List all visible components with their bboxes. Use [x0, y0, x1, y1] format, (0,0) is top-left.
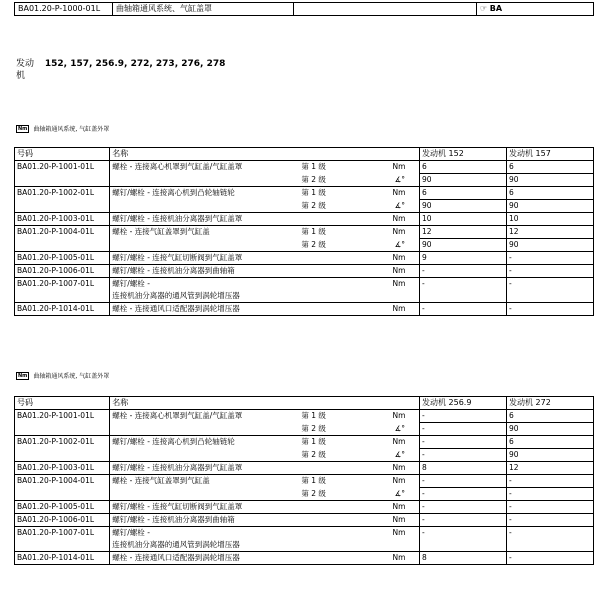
- row-unit: Nm: [390, 265, 419, 278]
- row-unit: ∡°: [390, 449, 419, 462]
- row-code: BA01.20-P-1006-01L: [15, 265, 110, 278]
- row-code: BA01.20-P-1005-01L: [15, 252, 110, 265]
- row-value-engine-1: -: [419, 303, 506, 316]
- table-row: [15, 252, 594, 265]
- row-code: BA01.20-P-1004-01L: [15, 475, 110, 501]
- table-row: [15, 552, 594, 565]
- engine-line: [16, 58, 225, 82]
- section-title-text: 曲轴箱通风系统, 气缸盖外罩: [33, 373, 110, 380]
- row-value-engine-1: 6: [419, 187, 506, 200]
- row-value-engine-2: -: [506, 501, 593, 514]
- row-code: BA01.20-P-1004-01L: [15, 226, 110, 252]
- row-step: [299, 303, 390, 316]
- row-step: 第 2 级: [299, 449, 390, 462]
- row-step: [299, 278, 390, 302]
- row-code: BA01.20-P-1003-01L: [15, 213, 110, 226]
- table-row: [15, 265, 594, 278]
- row-code: BA01.20-P-1014-01L: [15, 552, 110, 565]
- row-name: 螺钉/螺栓 -: [112, 528, 150, 537]
- row-value-engine-2: 90: [506, 200, 593, 213]
- row-step: 第 2 级: [299, 200, 390, 213]
- row-value-engine-1: 12: [419, 226, 506, 239]
- row-unit: ∡°: [390, 200, 419, 213]
- row-name-cell: [110, 501, 300, 514]
- row-value-engine-2: 12: [506, 226, 593, 239]
- row-value-engine-2: -: [506, 303, 593, 316]
- row-value-engine-1: 8: [419, 462, 506, 475]
- row-step: 第 1 级: [299, 436, 390, 449]
- row-code: BA01.20-P-1006-01L: [15, 514, 110, 527]
- row-name-cell: [110, 462, 300, 475]
- row-value-engine-2: -: [506, 552, 593, 565]
- row-step: 第 1 级: [299, 161, 390, 174]
- table-row: [15, 303, 594, 316]
- row-name: 螺栓 - 连接气缸盖罩到气缸盖: [112, 227, 210, 236]
- row-step: [299, 252, 390, 265]
- row-name-cell: [110, 475, 300, 501]
- row-name: 螺钉/螺栓 - 连接气缸切断阀到气缸盖罩: [112, 502, 243, 511]
- engine-label: 发动机: [16, 59, 35, 81]
- torque-table-1: [14, 147, 594, 316]
- row-name: 螺钉/螺栓 - 连接离心机到凸轮轴链轮: [112, 437, 235, 446]
- row-name: 螺栓 - 连接离心机罩到气缸盖/气缸盖罩: [112, 162, 243, 171]
- row-unit: Nm: [390, 552, 419, 565]
- row-code: BA01.20-P-1014-01L: [15, 303, 110, 316]
- row-value-engine-2: -: [506, 475, 593, 488]
- row-unit: ∡°: [390, 423, 419, 436]
- row-name-cell: [110, 226, 300, 252]
- row-step: 第 2 级: [299, 423, 390, 436]
- row-unit: Nm: [390, 475, 419, 488]
- col-header-code: 号码: [15, 148, 110, 161]
- table-row: [15, 436, 594, 449]
- row-step: [299, 501, 390, 514]
- section-title-text: 曲轴箱通风系统, 气缸盖外罩: [33, 126, 110, 133]
- row-name-cell: [110, 252, 300, 265]
- row-unit: Nm: [390, 213, 419, 226]
- row-step: [299, 213, 390, 226]
- table-row: [15, 475, 594, 488]
- row-value-engine-2: 12: [506, 462, 593, 475]
- table-row: [15, 187, 594, 200]
- col-header-engine-2: 发动机 157: [506, 148, 593, 161]
- row-unit: ∡°: [390, 488, 419, 501]
- table-row: [15, 161, 594, 174]
- section-title-1: [16, 124, 109, 133]
- row-value-engine-2: 90: [506, 449, 593, 462]
- row-unit: Nm: [390, 527, 419, 551]
- row-value-engine-1: 9: [419, 252, 506, 265]
- row-value-engine-1: 90: [419, 200, 506, 213]
- row-step: [299, 265, 390, 278]
- header-mark: [477, 3, 594, 16]
- row-unit: Nm: [390, 161, 419, 174]
- row-value-engine-1: -: [419, 449, 506, 462]
- table-row: [15, 278, 594, 302]
- row-value-engine-2: 90: [506, 174, 593, 187]
- col-header-name: 名称: [110, 148, 420, 161]
- row-unit: Nm: [390, 226, 419, 239]
- row-value-engine-1: -: [419, 410, 506, 423]
- row-unit: ∡°: [390, 239, 419, 252]
- row-value-engine-1: 6: [419, 161, 506, 174]
- row-name: 螺栓 - 连接离心机罩到气缸盖/气缸盖罩: [112, 411, 243, 420]
- row-step: 第 2 级: [299, 239, 390, 252]
- row-unit: Nm: [390, 462, 419, 475]
- row-value-engine-1: -: [419, 527, 506, 551]
- header-blank: [294, 3, 477, 16]
- row-value-engine-2: -: [506, 488, 593, 501]
- col-header-name: 名称: [110, 397, 420, 410]
- row-name-cell: [110, 278, 300, 303]
- row-name: 螺钉/螺栓 - 连接机油分离器到气缸盖罩: [112, 463, 243, 472]
- row-unit: Nm: [390, 252, 419, 265]
- table-header-row: [15, 148, 594, 161]
- row-value-engine-2: -: [506, 527, 593, 551]
- row-value-engine-1: -: [419, 423, 506, 436]
- row-code: BA01.20-P-1001-01L: [15, 161, 110, 187]
- table-row: [15, 514, 594, 527]
- row-name-continued: 连接机油分离器的通风管到涡轮增压器: [112, 291, 240, 300]
- document-header: [14, 2, 594, 16]
- row-step: 第 2 级: [299, 174, 390, 187]
- col-header-code: 号码: [15, 397, 110, 410]
- row-code: BA01.20-P-1003-01L: [15, 462, 110, 475]
- row-value-engine-1: 8: [419, 552, 506, 565]
- row-value-engine-1: 10: [419, 213, 506, 226]
- row-value-engine-2: 90: [506, 423, 593, 436]
- table-row: [15, 226, 594, 239]
- col-header-engine-1: 发动机 256.9: [419, 397, 506, 410]
- row-value-engine-2: -: [506, 278, 593, 302]
- row-name-cell: [110, 527, 300, 552]
- row-name: 螺栓 - 连接气缸盖罩到气缸盖: [112, 476, 210, 485]
- torque-nm-icon: Nm: [18, 125, 28, 132]
- row-unit: Nm: [390, 303, 419, 316]
- spec-table: [14, 147, 594, 316]
- header-title: 曲轴箱通风系统、气缸盖罩: [113, 3, 294, 16]
- torque-table-2: [14, 396, 594, 565]
- row-name: 螺钉/螺栓 - 连接气缸切断阀到气缸盖罩: [112, 253, 243, 262]
- table-row: [15, 527, 594, 551]
- row-name-cell: [110, 187, 300, 213]
- row-value-engine-1: -: [419, 488, 506, 501]
- row-unit: Nm: [390, 436, 419, 449]
- row-code: BA01.20-P-1002-01L: [15, 436, 110, 462]
- row-name-cell: [110, 213, 300, 226]
- row-step: 第 2 级: [299, 488, 390, 501]
- engine-models: 152, 157, 256.9, 272, 273, 276, 278: [44, 59, 226, 69]
- row-name: 螺栓 - 连接通风口适配器到涡轮增压器: [112, 553, 240, 562]
- row-unit: Nm: [390, 187, 419, 200]
- torque-nm-icon: Nm: [18, 372, 28, 379]
- row-value-engine-2: -: [506, 265, 593, 278]
- row-unit: Nm: [390, 278, 419, 302]
- row-name: 螺钉/螺栓 - 连接机油分离器到曲轴箱: [112, 515, 235, 524]
- row-unit: Nm: [390, 410, 419, 423]
- row-value-engine-1: 90: [419, 174, 506, 187]
- row-step: 第 1 级: [299, 226, 390, 239]
- section-title-2: [16, 371, 109, 380]
- row-value-engine-1: -: [419, 514, 506, 527]
- row-value-engine-1: -: [419, 501, 506, 514]
- row-name-continued: 连接机油分离器的通风管到涡轮增压器: [112, 540, 240, 549]
- row-value-engine-1: -: [419, 475, 506, 488]
- row-step: [299, 462, 390, 475]
- row-value-engine-2: 6: [506, 187, 593, 200]
- row-name-cell: [110, 161, 300, 187]
- row-value-engine-1: -: [419, 278, 506, 302]
- row-code: BA01.20-P-1007-01L: [15, 527, 110, 552]
- header-mark-text: BA: [489, 4, 503, 13]
- row-code: BA01.20-P-1007-01L: [15, 278, 110, 303]
- col-header-engine-2: 发动机 272: [506, 397, 593, 410]
- row-name: 螺钉/螺栓 - 连接机油分离器到气缸盖罩: [112, 214, 243, 223]
- row-value-engine-2: -: [506, 252, 593, 265]
- row-name-cell: [110, 436, 300, 462]
- row-value-engine-1: -: [419, 436, 506, 449]
- table-row: [15, 410, 594, 423]
- row-value-engine-2: -: [506, 514, 593, 527]
- row-name: 螺钉/螺栓 -: [112, 279, 150, 288]
- row-unit: ∡°: [390, 174, 419, 187]
- document-mark-icon: ☞: [480, 4, 488, 13]
- spec-table: [14, 396, 594, 565]
- row-step: [299, 552, 390, 565]
- row-name: 螺栓 - 连接通风口适配器到涡轮增压器: [112, 304, 240, 313]
- row-code: BA01.20-P-1001-01L: [15, 410, 110, 436]
- row-step: [299, 527, 390, 551]
- row-name-cell: [110, 514, 300, 527]
- row-name: 螺钉/螺栓 - 连接机油分离器到曲轴箱: [112, 266, 235, 275]
- row-step: 第 1 级: [299, 475, 390, 488]
- row-value-engine-2: 6: [506, 436, 593, 449]
- header-code: BA01.20-P-1000-01L: [15, 3, 113, 16]
- row-value-engine-2: 6: [506, 410, 593, 423]
- col-header-engine-1: 发动机 152: [419, 148, 506, 161]
- table-row: [15, 462, 594, 475]
- row-value-engine-1: -: [419, 265, 506, 278]
- row-value-engine-1: 90: [419, 239, 506, 252]
- row-name: 螺钉/螺栓 - 连接离心机到凸轮轴链轮: [112, 188, 235, 197]
- row-value-engine-2: 6: [506, 161, 593, 174]
- table-row: [15, 213, 594, 226]
- row-name-cell: [110, 552, 300, 565]
- row-step: 第 1 级: [299, 410, 390, 423]
- row-value-engine-2: 90: [506, 239, 593, 252]
- row-unit: Nm: [390, 501, 419, 514]
- table-header-row: [15, 397, 594, 410]
- row-step: [299, 514, 390, 527]
- row-code: BA01.20-P-1005-01L: [15, 501, 110, 514]
- row-unit: Nm: [390, 514, 419, 527]
- row-name-cell: [110, 303, 300, 316]
- row-name-cell: [110, 410, 300, 436]
- row-step: 第 1 级: [299, 187, 390, 200]
- table-row: [15, 501, 594, 514]
- row-code: BA01.20-P-1002-01L: [15, 187, 110, 213]
- row-value-engine-2: 10: [506, 213, 593, 226]
- row-name-cell: [110, 265, 300, 278]
